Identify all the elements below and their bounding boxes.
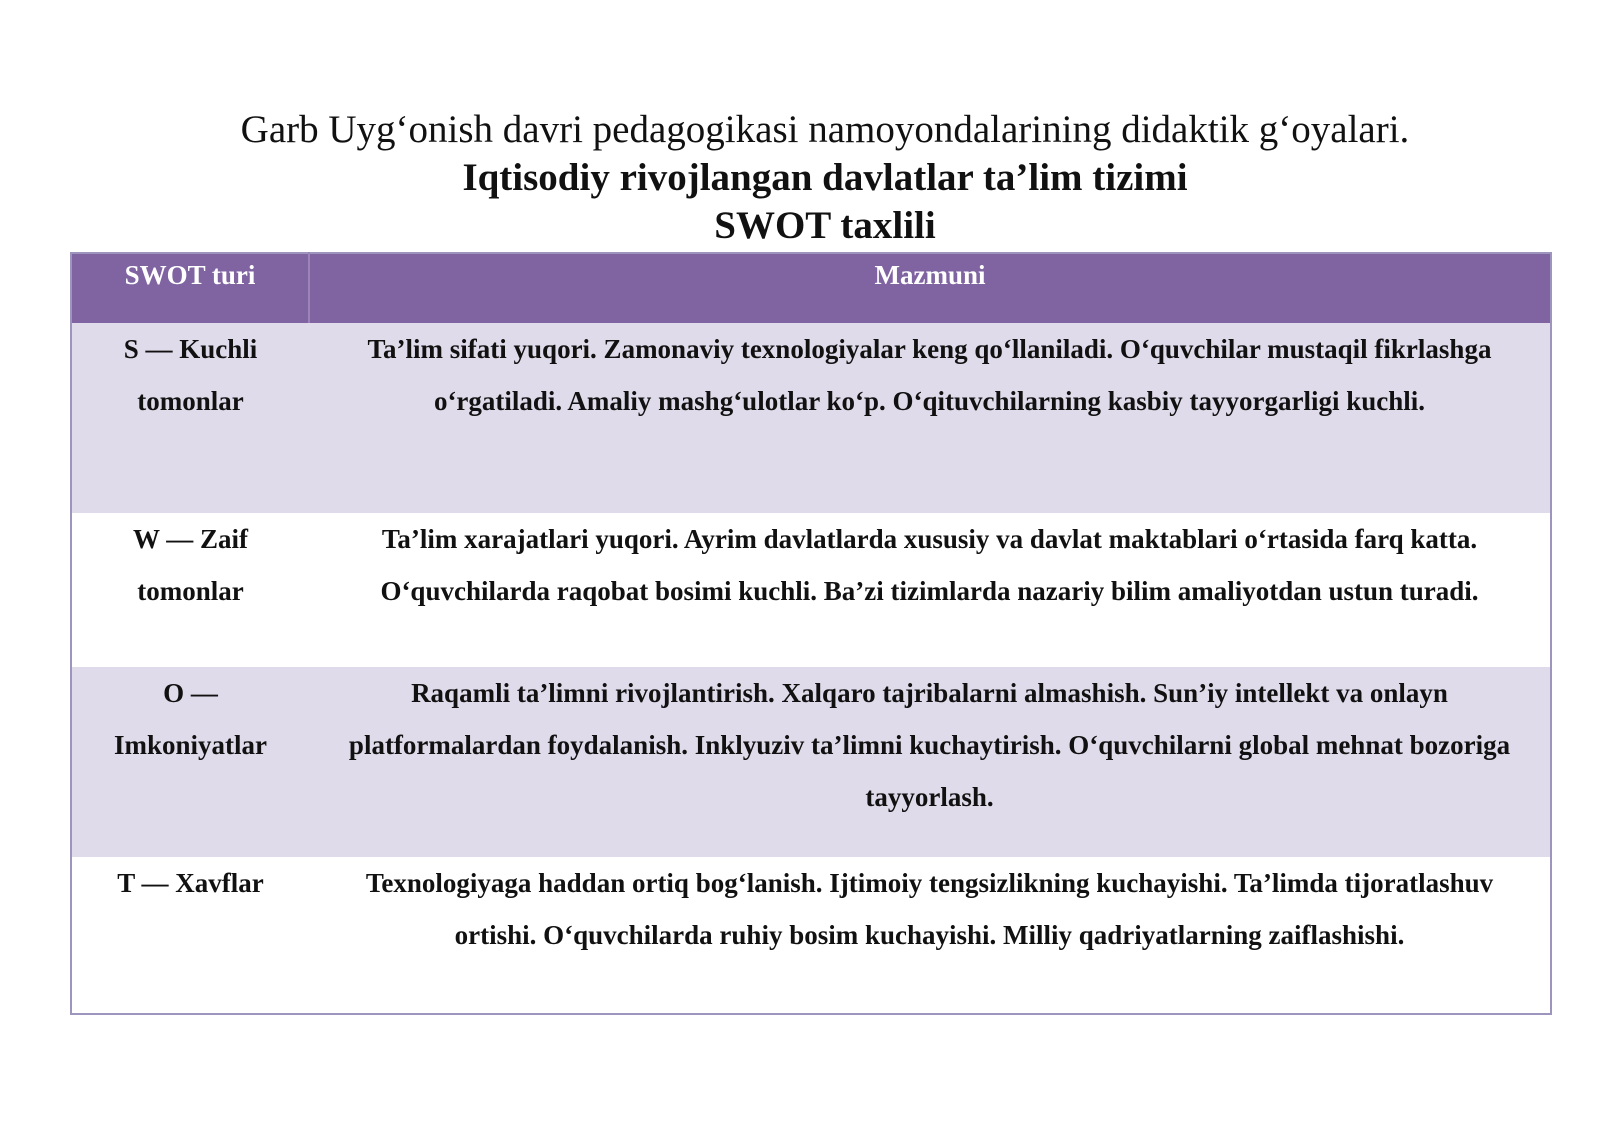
document-title-line-2: Iqtisodiy rivojlangan davlatlar ta’lim tizimi: [462, 156, 1188, 199]
table-row: [71, 667, 1551, 857]
cell-swot-type: T — Xavflar: [71, 857, 309, 1014]
cell-content: Ta’lim sifati yuqori. Zamonaviy texnologiyalar keng qo‘llaniladi. O‘quvchilar mustaqil fikrlashga o‘rgatiladi. Amaliy mashg‘ulotlar ko‘p. O‘qituvchilarning kasbiy tayyorgarligi kuchli.: [309, 323, 1551, 513]
cell-content: Ta’lim xarajatlari yuqori. Ayrim davlatlarda xususiy va davlat maktablari o‘rtasida farq katta. O‘quvchilarda raqobat bosimi kuchli. Ba’zi tizimlarda nazariy bilim amaliyotdan ustun turadi.: [309, 513, 1551, 667]
cell-swot-type: S — Kuchli tomonlar: [71, 323, 309, 513]
document-titles: [70, 106, 1580, 250]
table-row: [71, 857, 1551, 1014]
document-title-line-3: SWOT taxlili: [714, 204, 936, 247]
header-content: Mazmuni: [309, 253, 1551, 323]
swot-table: [70, 252, 1552, 1015]
table-header-row: [71, 253, 1551, 323]
cell-content: Raqamli ta’limni rivojlantirish. Xalqaro tajribalarni almashish. Sun’iy intellekt va onlayn platformalardan foydalanish. Inklyuziv ta’limni kuchaytirish. O‘quvchilarni global mehnat bozoriga tayyorlash.: [309, 667, 1551, 857]
cell-swot-type: W — Zaif tomonlar: [71, 513, 309, 667]
cell-content: Texnologiyaga haddan ortiq bog‘lanish. Ijtimoiy tengsizlikning kuchayishi. Ta’limda tijoratlashuv ortishi. O‘quvchilarda ruhiy bosim kuchayishi. Milliy qadriyatlarning zaiflashishi.: [309, 857, 1551, 1014]
table-row: [71, 513, 1551, 667]
table-row: [71, 323, 1551, 513]
cell-swot-type: O — Imkoniyatlar: [71, 667, 309, 857]
header-swot-type: SWOT turi: [71, 253, 309, 323]
document-title-line-1: Garb Uyg‘onish davri pedagogikasi namoyondalarining didaktik g‘oyalari.: [240, 108, 1410, 151]
